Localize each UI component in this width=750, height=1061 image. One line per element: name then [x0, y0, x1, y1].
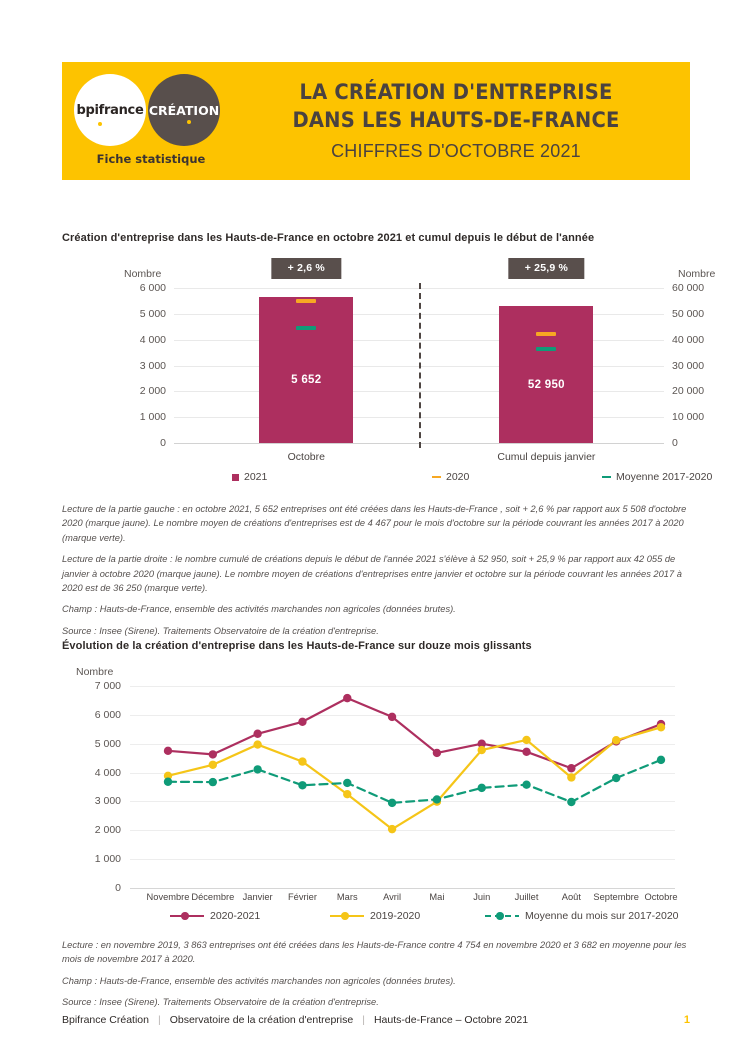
- chart1-ytick-left: 6 000: [139, 282, 166, 294]
- fiche-statistique-label: Fiche statistique: [96, 152, 206, 166]
- chart2-legend-item: [170, 910, 260, 922]
- chart2-legend-label: 2020-2021: [210, 910, 261, 922]
- chart2-data-point: [209, 778, 217, 786]
- creation-logo: [148, 74, 220, 146]
- chart2-data-point: [209, 761, 217, 769]
- chart1-ytick-right: 30 000: [672, 359, 705, 372]
- header-logos: [62, 62, 240, 180]
- chart2-ytick-label: 4 000: [94, 766, 121, 779]
- header-titles: [240, 62, 690, 180]
- note-paragraph: Lecture de la partie droite : le nombre cumulé de créations depuis le début de l'année 2021 s'élève à 52 950, soit + 25,9 % par rapport aux 42 055 de janvier à octobre 2020 (marque jaune). Le nombre moyen de créations d'entreprises entre janvier et octobre sur la période couvrant les années 2017 à 2020 est de 36 250 (marque verte).: [62, 554, 682, 594]
- chart2-line-chart: [62, 662, 690, 932]
- bpifrance-logo-text: bpifrance: [76, 102, 144, 118]
- chart2-ytick-label: 5 000: [94, 737, 121, 750]
- chart2-data-point: [209, 750, 217, 758]
- chart1-ylabel-left: Nombre: [124, 268, 162, 280]
- chart2-data-point: [388, 713, 396, 721]
- chart2-data-point: [253, 765, 261, 773]
- note-paragraph: Source : Insee (Sirene). Traitements Observatoire de la création d'entreprise.: [62, 997, 379, 1008]
- chart2-legend-dot: [181, 912, 189, 920]
- logo-dot-icon: [98, 122, 102, 126]
- chart1-legend-item: [432, 471, 469, 483]
- creation-logo-text: CRÉATION: [148, 102, 220, 118]
- chart2-ytick-label: 2 000: [94, 824, 121, 837]
- chart1-legend-label: 2020: [446, 471, 470, 483]
- chart1-marker-2020: [536, 332, 556, 336]
- footer-region-period: Hauts-de-France – Octobre 2021: [373, 1014, 529, 1026]
- note-paragraph: Source : Insee (Sirene). Traitements Observatoire de la création d'entreprise.: [62, 625, 379, 636]
- chart1-variation-badge: + 2,6 %: [272, 258, 341, 279]
- chart2-data-point: [298, 718, 306, 726]
- chart2-data-point: [522, 736, 530, 744]
- chart1-ytick-left: 5 000: [139, 307, 166, 320]
- header-subtitle: CHIFFRES D'OCTOBRE 2021: [331, 140, 581, 161]
- chart1-ytick-left: 2 000: [139, 385, 166, 398]
- chart2-data-point: [567, 798, 575, 806]
- note-paragraph: Champ : Hauts-de-France, ensemble des activités marchandes non agricoles (données brutes).: [62, 975, 456, 986]
- chart1-ytick-left: 0: [160, 437, 166, 449]
- chart1-category-label: Octobre: [287, 451, 325, 463]
- chart2-xtick-label: Septembre: [593, 892, 639, 902]
- chart2-ylabel: Nombre: [76, 666, 114, 678]
- chart2-data-point: [388, 825, 396, 833]
- chart2-xtick-label: Janvier: [242, 892, 273, 902]
- chart1-notes: [62, 502, 690, 638]
- chart2-data-point: [343, 694, 351, 702]
- chart1-legend-label: 2021: [244, 471, 268, 483]
- chart1-ytick-right: 40 000: [672, 333, 705, 346]
- chart2-legend-item: [330, 910, 420, 922]
- chart1-ytick-left: 1 000: [139, 411, 166, 424]
- chart2-data-point: [164, 778, 172, 786]
- chart2-data-point: [298, 757, 306, 765]
- chart2-legend-dot: [341, 912, 349, 920]
- header-title-line2: DANS LES HAUTS-DE-FRANCE: [292, 108, 620, 133]
- chart2-xtick-label: Décembre: [191, 892, 235, 902]
- chart1-legend-swatch: [432, 476, 441, 479]
- chart1-ylabel-right: Nombre: [678, 268, 716, 280]
- chart2-series-svg: [130, 686, 675, 890]
- chart1-bar-value-label: 52 950: [527, 378, 565, 391]
- footer-divider: |: [362, 1014, 365, 1026]
- chart2-data-point: [612, 736, 620, 744]
- chart2-data-point: [298, 781, 306, 789]
- chart2-legend: [130, 910, 679, 926]
- chart1-bar-value-label: 5 652: [291, 374, 322, 387]
- chart2-legend-swatch: [485, 911, 519, 921]
- chart2-data-point: [612, 774, 620, 782]
- chart2-data-point: [522, 780, 530, 788]
- chart2-legend-item: [485, 910, 679, 922]
- footer-page-number: 1: [683, 1014, 690, 1026]
- chart2-legend-swatch: [330, 911, 364, 921]
- chart1-legend-item: [602, 471, 712, 483]
- chart2-xtick-label: Juillet: [514, 892, 539, 902]
- page-footer: [62, 1014, 690, 1026]
- note-paragraph: Lecture de la partie gauche : en octobre 2021, 5 652 entreprises ont été créées dans les Hauts-de-France , soit + 2,6 % par rapport aux 5 508 d'octobre 2020 (marque jaune). Le nombre moyen de créations d'entreprises est de 4 467 pour le mois d'octobre sur la période couvrant les années 2017 à 2020 (marque verte).: [62, 504, 687, 543]
- chart1-variation-badge: + 25,9 %: [509, 258, 584, 279]
- chart2-data-point: [164, 747, 172, 755]
- chart2-title: Évolution de la création d'entreprise dans les Hauts-de-France sur douze mois glissants: [62, 640, 532, 652]
- chart1-legend-item: [232, 471, 267, 483]
- chart2-data-point: [657, 723, 665, 731]
- chart2-ytick-label: 1 000: [94, 853, 121, 866]
- chart2-xtick-label: Février: [287, 892, 317, 902]
- note-paragraph: Lecture : en novembre 2019, 3 863 entreprises ont été créées dans les Hauts-de-France contre 4 754 en novembre 2020 et 3 682 en moyenne pour les mois de novembre 2017 à 2020.: [62, 940, 687, 965]
- note-paragraph: Champ : Hauts-de-France, ensemble des activités marchandes non agricoles (données brutes).: [62, 604, 456, 615]
- chart1-bar: [499, 306, 593, 443]
- chart2-data-point: [567, 773, 575, 781]
- chart2-xtick-label: Août: [561, 892, 581, 902]
- chart2-xtick-label: Avril: [383, 892, 402, 902]
- chart1-bar: [259, 297, 353, 443]
- chart1-panel-divider: [419, 283, 421, 448]
- footer-observatory: Observatoire de la création d'entreprise: [169, 1014, 354, 1026]
- chart2-xtick-label: Mai: [429, 892, 445, 902]
- chart2-legend-swatch: [170, 911, 204, 921]
- chart1-ytick-right: 0: [672, 437, 678, 449]
- chart1-marker-2020: [296, 299, 316, 303]
- footer-org: Bpifrance Création: [62, 1014, 149, 1026]
- chart2-data-point: [478, 784, 486, 792]
- chart1-ytick-right: 20 000: [672, 385, 705, 398]
- chart2-xtick-label: Juin: [473, 892, 491, 902]
- chart2-ytick-label: 7 000: [94, 680, 121, 692]
- chart2-xtick-label: Octobre: [644, 892, 678, 902]
- chart2-ytick-label: 6 000: [94, 708, 121, 721]
- chart1-ytick-right: 50 000: [672, 307, 705, 320]
- chart2-data-point: [522, 748, 530, 756]
- chart2-xtick-label: Novembre: [146, 892, 190, 902]
- chart2-plot-area: [94, 680, 678, 902]
- chart2-data-point: [567, 764, 575, 772]
- chart2-ytick-label: 3 000: [94, 795, 121, 808]
- chart2-legend-dot: [496, 912, 504, 920]
- chart1-category-label: Cumul depuis janvier: [497, 451, 596, 463]
- chart2-legend-label: Moyenne du mois sur 2017-2020: [525, 910, 679, 922]
- chart2-series-line: [168, 698, 661, 768]
- chart1-legend-label: Moyenne 2017-2020: [616, 471, 713, 483]
- chart2-data-point: [433, 795, 441, 803]
- chart2-xtick-label: Mars: [336, 892, 358, 902]
- chart2-data-point: [657, 756, 665, 764]
- footer-divider: |: [157, 1014, 161, 1026]
- chart1-marker-moyenne: [536, 347, 556, 351]
- chart1-legend-swatch: [602, 476, 611, 479]
- header-title-line1: LA CRÉATION D'ENTREPRISE: [299, 80, 613, 104]
- chart1-title: Création d'entreprise dans les Hauts-de-France en octobre 2021 et cumul depuis le début de l'année: [62, 232, 595, 244]
- chart2-data-point: [253, 730, 261, 738]
- chart2-legend-label: 2019-2020: [370, 910, 421, 922]
- chart1-ytick-left: 3 000: [139, 359, 166, 372]
- header-banner: [62, 62, 690, 180]
- chart2-series-line: [168, 727, 661, 829]
- chart2-notes: [62, 938, 690, 1010]
- chart2-data-point: [478, 746, 486, 754]
- chart2-data-point: [343, 790, 351, 798]
- logo-dot-icon: [187, 120, 191, 124]
- chart2-ytick-label: 0: [115, 882, 121, 894]
- chart1-ytick-left: 4 000: [139, 333, 166, 346]
- chart2-data-point: [343, 779, 351, 787]
- chart2-data-point: [388, 799, 396, 807]
- chart2-series-line: [168, 760, 661, 803]
- chart1-legend: [174, 471, 713, 487]
- chart1-ytick-right: 10 000: [672, 411, 705, 424]
- chart2-data-point: [253, 740, 261, 748]
- chart1-bar-chart: [62, 258, 716, 493]
- bpifrance-logo: [74, 74, 146, 146]
- chart1-legend-swatch: [232, 474, 239, 481]
- chart1-marker-moyenne: [296, 326, 316, 330]
- chart1-ytick-right: 60 000: [672, 282, 705, 294]
- chart2-data-point: [433, 749, 441, 757]
